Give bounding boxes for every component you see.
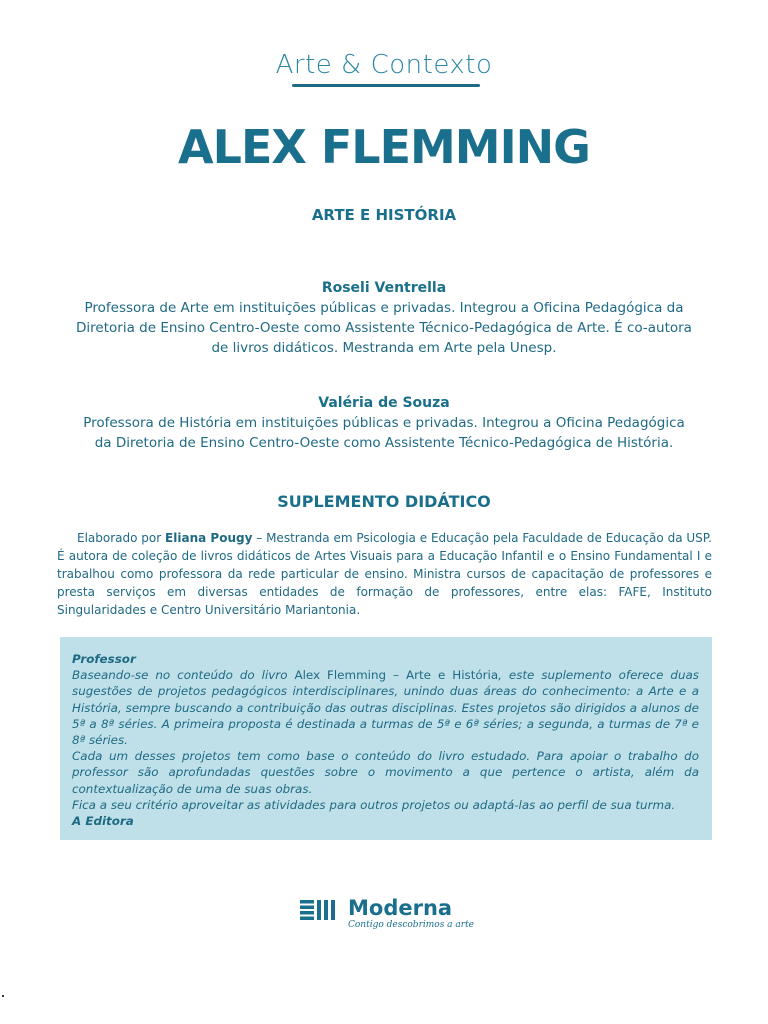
note-text: Baseando-se no conteúdo do livro: [72, 668, 295, 683]
supplement-text: [57, 529, 712, 619]
teacher-note-signature: A Editora: [72, 814, 134, 829]
teacher-note-paragraph-3: Fica a seu critério aproveitar as atividades para outros projetos ou adaptá-las ao perfil de sua turma.: [72, 797, 676, 812]
author-name-2: Valéria de Souza: [318, 395, 450, 411]
author-bio-line: de livros didáticos. Mestranda em Arte pela Unesp.: [211, 340, 557, 356]
teacher-note-box: [60, 637, 712, 840]
teacher-note-paragraph-1: [72, 667, 699, 748]
supplement-intro: Elaborado por: [77, 531, 162, 545]
author-bio-line: Diretoria de Ensino Centro-Oeste como Assistente Técnico-Pedagógica de Arte. É co-autora: [76, 320, 692, 336]
note-book-title: Alex Flemming – Arte e História: [294, 668, 499, 683]
author-name-1: Roseli Ventrella: [321, 280, 447, 296]
supplement-author: Eliana Pougy: [165, 531, 253, 545]
teacher-note-content: [72, 651, 699, 829]
moderna-logo-icon: [300, 900, 344, 920]
publisher-tagline: Contigo descobrimos a arte: [348, 920, 475, 930]
publisher-logo: [300, 896, 475, 938]
author-bio-line: da Diretoria de Ensino Centro-Oeste como Assistente Técnico-Pedagógica de História.: [94, 435, 674, 451]
teacher-note-heading: Professor: [72, 652, 136, 666]
author-bio-2: [60, 413, 708, 453]
book-subtitle: ARTE E HISTÓRIA: [311, 206, 457, 224]
stray-mark: [2, 995, 4, 997]
book-title: ALEX FLEMMING: [178, 120, 590, 174]
publisher-name: Moderna: [348, 896, 453, 920]
supplement-title: SUPLEMENTO DIDÁTICO: [277, 492, 491, 511]
author-bio-1: [60, 298, 708, 358]
supplement-body: – Mestranda em Psicologia e Educação pela Faculdade de Educação da USP. É autora de coleção de livros didáticos de Artes Visuais para a Educação Infantil e o Ensino Fundamental I e trabalhou como professora da rede particular de ensino. Ministra cursos de capacitação de professores e presta serviços em diversas entidades de formação de professores, entre elas: FAFE, Instituto Singularidades e Centro Universitário Mariantonia.: [57, 531, 712, 617]
author-bio-line: Professora de História em instituições públicas e privadas. Integrou a Oficina Pedagógica: [83, 415, 685, 431]
series-title: Arte & Contexto: [275, 50, 493, 80]
teacher-note-paragraph-2: Cada um desses projetos tem como base o conteúdo do livro estudado. Para apoiar o trabalho do professor são aprofundadas questões sobre o movimento a que pertence o artista, além da contextualização de uma de suas obras.: [72, 749, 699, 796]
series-underline: [292, 84, 480, 87]
author-bio-line: Professora de Arte em instituições públicas e privadas. Integrou a Oficina Pedagógica da: [84, 300, 684, 316]
note-text: , este suplemento oferece duas sugestões de projetos pedagógicos interdisciplinares, unindo duas áreas do conhecimento: a Arte e a História, sempre buscando a contribuição das outras disciplinas. Estes projetos são dirigidos a alunos de 5ª a 8ª séries. A primeira proposta é destinada a turmas de 5ª e 6ª séries; a segunda, a turmas de 7ª e 8ª séries.: [72, 668, 699, 748]
